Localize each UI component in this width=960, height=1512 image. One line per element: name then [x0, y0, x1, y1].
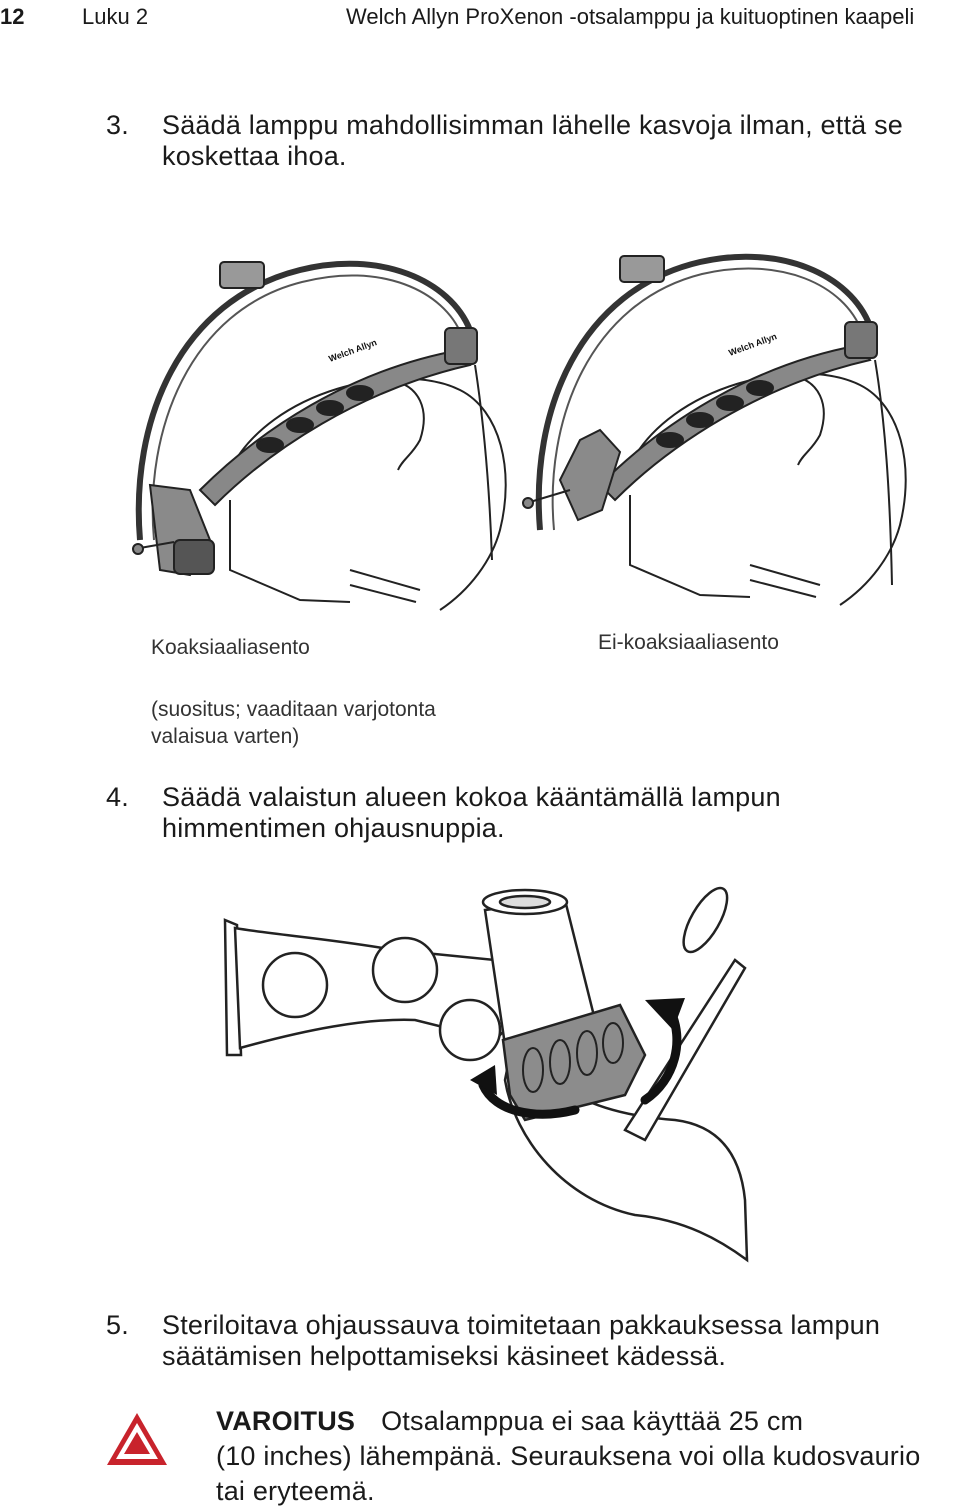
caption-coaxial-note-line-1: (suositus; vaaditaan varjotonta: [151, 698, 436, 721]
caption-non-coaxial: Ei-koaksiaaliasento: [598, 631, 779, 654]
warning-text-line-2: (10 inches) lähempänä. Seurauksena voi olla kudosvaurio: [216, 1441, 921, 1471]
head-non-coaxial-illustration: [523, 256, 906, 605]
warning-triangle-icon: [104, 1410, 170, 1468]
step-5-number: 5.: [106, 1310, 129, 1340]
step-3: [106, 110, 956, 174]
caption-coaxial: Koaksiaaliasento: [151, 636, 310, 659]
warning-text-line-3: tai eryteemä.: [216, 1476, 375, 1506]
step-4-line-2: himmentimen ohjausnuppia.: [162, 813, 505, 843]
warning-block: [216, 1406, 956, 1506]
warning-text-line-1: Otsalamppua ei saa käyttää 25 cm: [381, 1406, 804, 1436]
chapter-label: Luku 2: [82, 4, 149, 29]
step-5: [106, 1310, 956, 1374]
dimmer-knob-figure: [215, 880, 760, 1275]
step-3-number: 3.: [106, 110, 129, 140]
brand-label-right: Welch Allyn: [727, 331, 779, 358]
brand-label-left: Welch Allyn: [327, 337, 379, 364]
step-3-line-2: koskettaa ihoa.: [162, 141, 347, 171]
warning-label: VAROITUS: [216, 1406, 356, 1436]
head-coaxial-illustration: [133, 262, 506, 610]
caption-coaxial-note-line-2: valaisua varten): [151, 725, 300, 748]
step-4-line-1: Säädä valaistun alueen kokoa kääntämällä lampun: [162, 782, 781, 812]
warning-line-1: [216, 1406, 956, 1437]
step-3-line-1: Säädä lamppu mahdollisimman lähelle kasvoja ilman, että se: [162, 110, 903, 140]
step-5-line-1: Steriloitava ohjaussauva toimitetaan pakkauksessa lampun: [162, 1310, 881, 1340]
step-5-line-2: säätämisen helpottamiseksi käsineet kädessä.: [162, 1341, 727, 1371]
step-4-number: 4.: [106, 782, 129, 812]
headlamp-position-figure: [120, 240, 940, 640]
page-number: 12: [0, 4, 25, 29]
step-4: [106, 782, 956, 846]
running-title: Welch Allyn ProXenon -otsalamppu ja kuituoptinen kaapeli: [346, 4, 915, 29]
